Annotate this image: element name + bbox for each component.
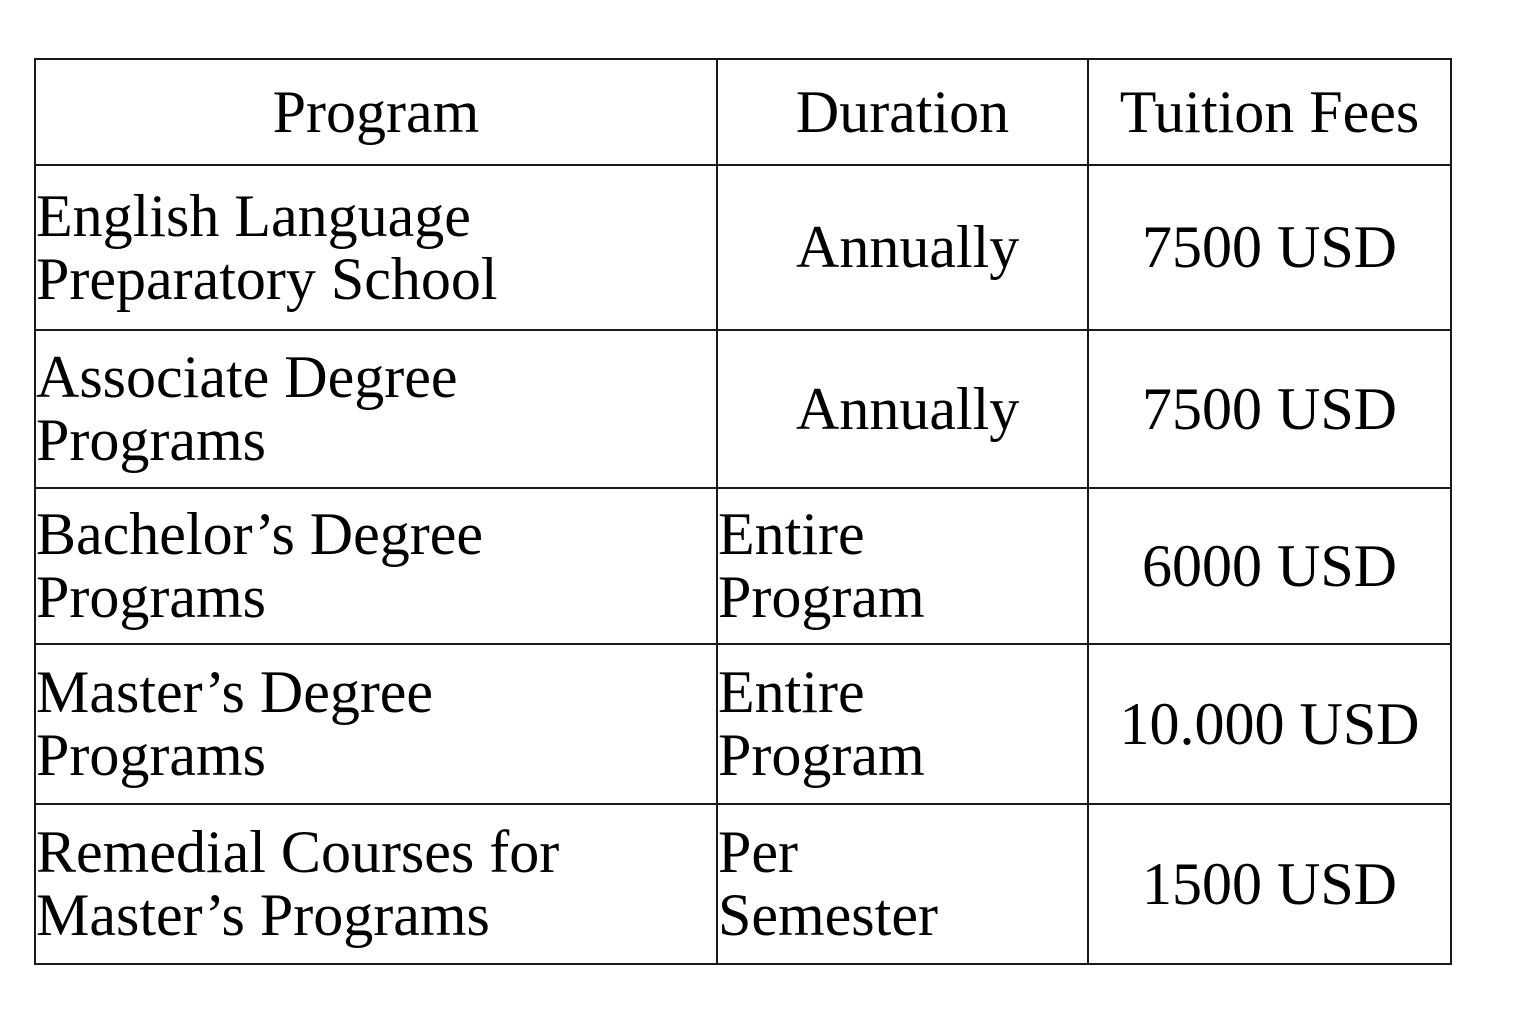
duration-line: Program	[718, 564, 925, 630]
tuition-fee-cell: 1500 USD	[1088, 804, 1451, 964]
program-name-line: English Language	[36, 182, 471, 249]
program-name-line: Programs	[36, 407, 266, 473]
program-name-line: Associate Degree	[36, 344, 458, 410]
program-cell	[35, 488, 717, 644]
program-name-line: Remedial Courses for	[36, 819, 560, 885]
tuition-fee-cell: 7500 USD	[1088, 165, 1451, 330]
program-cell	[35, 330, 717, 488]
program-cell	[35, 804, 717, 964]
program-name-line: Programs	[36, 564, 266, 630]
tuition-fee-cell: 7500 USD	[1088, 330, 1451, 488]
program-cell	[35, 644, 717, 804]
duration-line: Program	[718, 722, 925, 788]
duration-cell	[717, 644, 1088, 804]
table-row	[35, 488, 1451, 644]
duration-line: Entire	[718, 659, 865, 725]
header-duration: Duration	[717, 59, 1088, 165]
tuition-fees-table	[34, 58, 1452, 965]
program-name-line: Programs	[36, 722, 266, 788]
program-name-line: Preparatory School	[36, 245, 498, 312]
duration-cell	[717, 804, 1088, 964]
table-header-row	[35, 59, 1451, 165]
header-program: Program	[35, 59, 717, 165]
table-row	[35, 330, 1451, 488]
duration-line: Semester	[718, 882, 938, 948]
duration-line: Annually	[796, 375, 1020, 442]
program-name-line: Master’s Degree	[36, 659, 434, 725]
duration-cell	[717, 488, 1088, 644]
duration-line: Entire	[718, 501, 865, 567]
program-name-line: Master’s Programs	[36, 882, 490, 948]
duration-line: Per	[718, 819, 798, 885]
table-row	[35, 804, 1451, 964]
tuition-fee-cell: 10.000 USD	[1088, 644, 1451, 804]
header-tuition-fees: Tuition Fees	[1088, 59, 1451, 165]
duration-line: Annually	[796, 214, 1020, 280]
program-name-line: Bachelor’s Degree	[36, 501, 484, 567]
table-row	[35, 165, 1451, 330]
duration-cell	[717, 330, 1088, 488]
program-cell	[35, 165, 717, 330]
table-row	[35, 644, 1451, 804]
tuition-fee-cell: 6000 USD	[1088, 488, 1451, 644]
duration-cell	[717, 165, 1088, 330]
